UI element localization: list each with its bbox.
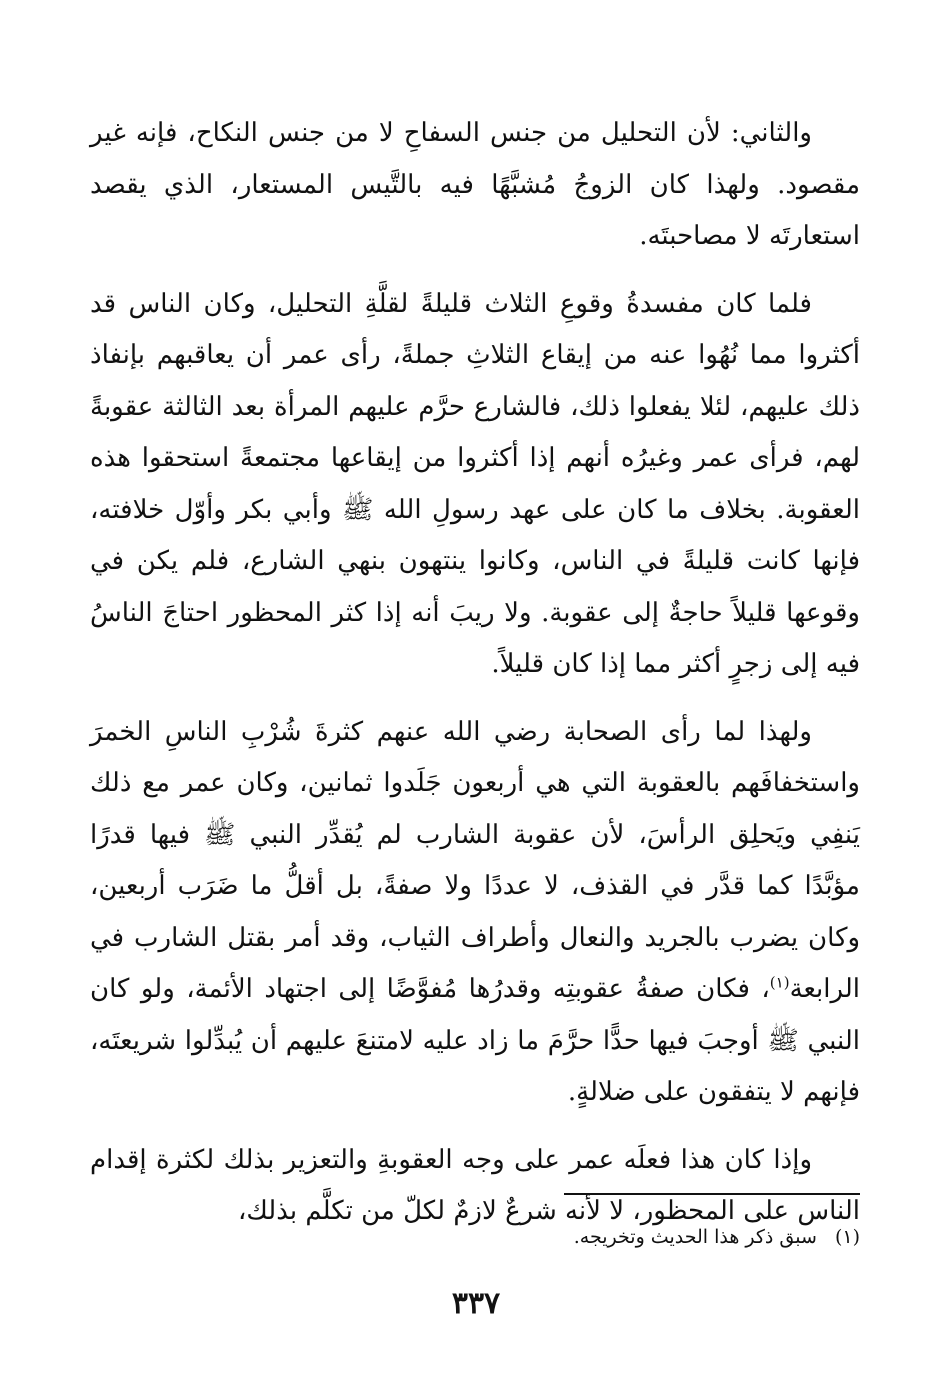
paragraph-1: والثاني: لأن التحليل من جنس السفاحِ لا من جنس النكاح، فإنه غير مقصود. ولهذا كان الزوجُ مُشبَّهًا فيه بالتَّيس المستعار، الذي يقصد استعارتَه لا مصاحبتَه. <box>90 118 860 251</box>
footnote <box>90 1222 860 1252</box>
footnote-divider <box>564 1193 860 1195</box>
paragraph-4: وإذا كان هذا فعلَه عمر على وجه العقوبةِ والتعزير بذلك لكثرة إقدام الناس على المحظور، لا لأنه شرعٌ لازمٌ لكلّ من تكلَّم بذلك، <box>90 1144 860 1226</box>
footnote-text: سبق ذكر هذا الحديث وتخريجه. <box>573 1226 817 1248</box>
paragraph-3-text-after-ref: ، فكان صفةُ عقوبتِه وقدرُها مُفوَّضًا إلى اجتهاد الأئمة، ولو كان النبي ﷺ أوجبَ فيها حدًّا حرَّمَ ما زاد عليه لامتنعَ عليهم أن يُبدِّلوا شريعتَه، فإنهم لا يتفقون على ضلالةٍ. <box>90 974 860 1107</box>
footnote-reference[interactable]: (١) <box>769 973 790 992</box>
footnote-number: (١) <box>834 1226 860 1248</box>
paragraph-3-text-before-ref: ولهذا لما رأى الصحابة رضي الله عنهم كثرةَ شُرْبِ الناسِ الخمرَ واستخفافَهم بالعقوبة التي هي أربعون جَلَدوا ثمانين، وكان عمر مع ذلك يَنفِي ويَحلِق الرأسَ، لأن عقوبة الشارب لم يُقدِّر النبي ﷺ فيها قدرًا مؤبَّدًا كما قدَّر في القذف، لا عددًا ولا صفةً، بل أقلُّ ما ضَرَب أربعين، وكان يضرب بالجريد والنعال وأطراف الثياب، وقد أمر بقتل الشارب في الرابعة <box>90 716 860 1004</box>
page-number: ٣٣٧ <box>451 1286 501 1321</box>
paragraph-2: فلما كان مفسدةُ وقوعِ الثلاث قليلةً لقلَّةِ التحليل، وكان الناس قد أكثروا مما نُهُوا عنه من إيقاع الثلاثِ جملةً، رأى عمر أن يعاقبهم بإنفاذ ذلك عليهم، لئلا يفعلوا ذلك، فالشارع حرَّم عليهم المرأة بعد الثالثة عقوبةً لهم، فرأى عمر وغيرُه أنهم إذا أكثروا من إيقاعها مجتمعةً استحقوا هذه العقوبة. بخلاف ما كان على عهد رسولِ الله ﷺ وأبي بكر وأوّل خلافته، فإنها كانت قليلةً في الناس، وكانوا ينتهون بنهي الشارع، فلم يكن في وقوعها قليلاً حاجةٌ إلى عقوبة. ولا ريبَ أنه إذا كثر المحظور احتاجَ الناسُ فيه إلى زجرٍ أكثر مما إذا كان قليلاً. <box>90 288 860 679</box>
main-text <box>90 108 860 1254</box>
paragraph-3 <box>90 707 860 1119</box>
